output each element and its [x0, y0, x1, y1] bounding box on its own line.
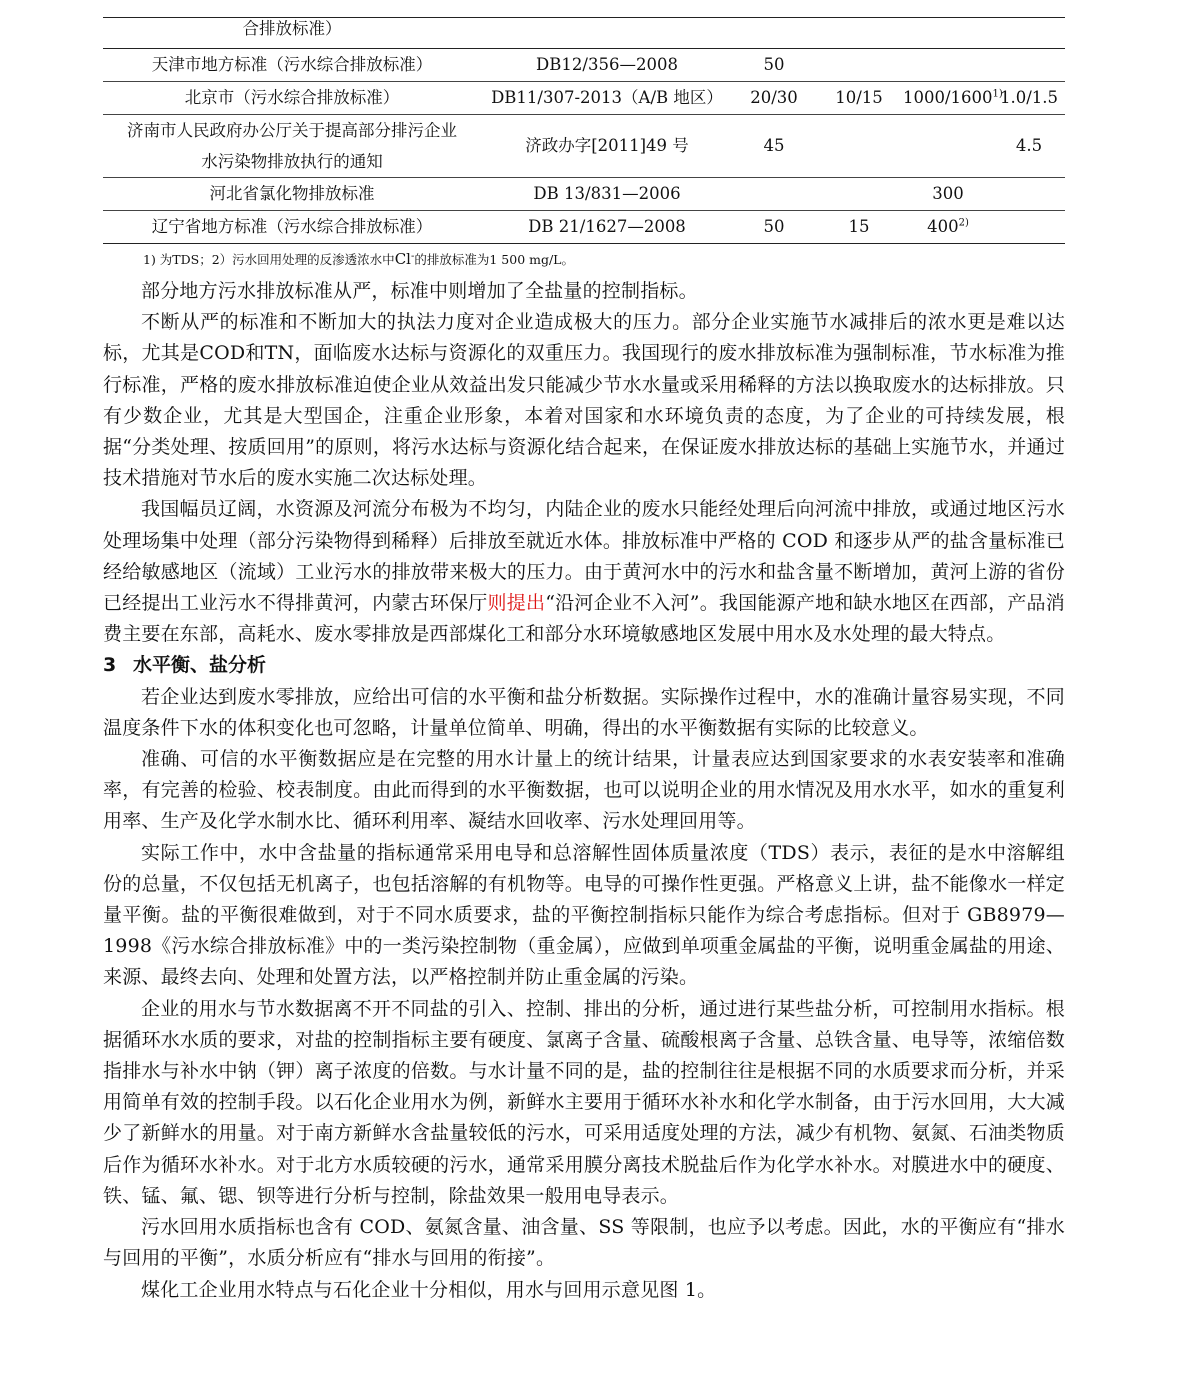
table-cell — [903, 115, 993, 178]
footnote-mark: 2) — [958, 217, 969, 229]
table-cell: 辽宁省地方标准（污水综合排放标准） — [103, 211, 481, 244]
page — [103, 0, 1065, 1306]
paragraph: 部分地方污水排放标准从严，标准中则增加了全盐量的控制指标。 — [141, 280, 698, 302]
table-cell: 合排放标准） — [103, 0, 481, 49]
table-cell — [815, 49, 903, 82]
table-cell — [815, 115, 903, 178]
table-cell: 河北省氯化物排放标准 — [103, 178, 481, 211]
section-heading — [103, 650, 1065, 681]
paragraph: 企业的用水与节水数据离不开不同盐的引入、控制、排出的分析，通过进行某些盐分析，可控制用水指标。根据循环水水质的要求，对盐的控制指标主要有硬度、氯离子含量、硫酸根离子含量、总铁含量、电导等，浓缩倍数指排水与补水中钠（钾）离子浓度的倍数。与水计量不同的是，盐的控制往往是根据不同的水质要求而分析，并采用简单有效的控制手段。以石化企业用水为例，新鲜水主要用于循环水补水和化学水制备，由于污水回用，大大减少了新鲜水的用量。对于南方新鲜水含盐量较低的污水，可采用适度处理的方法，减少有机物、氨氮、石油类物质后作为循环水补水。对于北方水质较硬的污水，通常采用膜分离技术脱盐后作为化学水补水。对膜进水中的硬度、铁、锰、氟、锶、钡等进行分析与控制，除盐效果一般用电导表示。 — [103, 997, 1065, 1207]
table-cell: 北京市（污水综合排放标准） — [103, 82, 481, 115]
table-row — [103, 115, 1065, 178]
table-cell: DB 21/1627—2008 — [481, 211, 733, 244]
table-cell: 20/30 — [733, 82, 815, 115]
table-cell — [815, 178, 903, 211]
table-cell — [993, 0, 1065, 49]
cell-line: 济南市人民政府办公厅关于提高部分排污企业 — [127, 121, 457, 140]
table-cell — [103, 115, 481, 178]
paragraph: 实际工作中，水中含盐量的指标通常采用电导和总溶解性固体质量浓度（TDS）表示，表征的是水中溶解组份的总量，不仅包括无机离子，也包括溶解的有机物等。电导的可操作性更强。严格意义上讲，盐不能像水一样定量平衡。盐的平衡很难做到，对于不同水质要求，盐的平衡控制指标只能作为综合考虑指标。但对于 GB8979—1998《污水综合排放标准》中的一类污染控制物（重金属），应做到单项重金属盐的平衡，说明重金属盐的用途、来源、最终去向、处理和处置方法，以严格控制并防止重金属的污染。 — [103, 841, 1065, 989]
table-cell: 10/15 — [815, 82, 903, 115]
table-cell: 15 — [815, 211, 903, 244]
table-cell: 300 — [903, 178, 993, 211]
table-cell: 45 — [733, 115, 815, 178]
table-cell — [481, 0, 733, 49]
footnote-mark: 1) — [992, 88, 1003, 100]
standards-table — [103, 0, 1065, 244]
note-text: 的排放标准为1 500 mg/L。 — [414, 252, 574, 267]
table-cell: DB 13/831—2006 — [481, 178, 733, 211]
table-cell — [733, 0, 815, 49]
section-title: 水平衡、盐分析 — [133, 654, 267, 677]
table-cell: 50 — [733, 49, 815, 82]
table-cell: 50 — [733, 211, 815, 244]
paragraph: 准确、可信的水平衡数据应是在完整的用水计量上的统计结果，计量表应达到国家要求的水表安装率和准确率，有完善的检验、校表制度。由此而得到的水平衡数据，也可以说明企业的用水情况及用水水平，如水的重复利用率、生产及化学水制水比、循环利用率、凝结水回收率、污水处理回用等。 — [103, 748, 1065, 833]
paragraph — [103, 494, 1065, 650]
table-cell: DB11/307-2013（A/B 地区） — [481, 82, 733, 115]
table-row — [103, 178, 1065, 211]
table-cell — [903, 49, 993, 82]
paragraph: 煤化工企业用水特点与石化企业十分相似，用水与回用示意见图 1。 — [141, 1278, 717, 1301]
paragraph: 污水回用水质指标也含有 COD、氨氮含量、油含量、SS 等限制，也应予以考虑。因此，水的平衡应有“排水与回用的平衡”，水质分析应有“排水与回用的衔接”。 — [103, 1216, 1065, 1270]
table-cell — [903, 0, 993, 49]
table-row — [103, 49, 1065, 82]
table-cell — [815, 0, 903, 49]
paragraph-text: “沿河企业不入河”。我国能源产地和缺水地区在西部，产品消费主要在东部，高耗水、废水零排放是西部煤化工和部分水环境敏感地区发展中用水及水处理的最大特点。 — [103, 592, 1065, 646]
table-row — [103, 0, 1065, 49]
table-cell — [993, 49, 1065, 82]
cell-value: 1000/1600 — [903, 88, 993, 107]
table-cell: 天津市地方标准（污水综合排放标准） — [103, 49, 481, 82]
body-text — [103, 276, 1065, 1306]
table-cell: 1.0/1.5 — [993, 82, 1065, 115]
table-row — [103, 211, 1065, 244]
table-cell — [993, 211, 1065, 244]
highlighted-text: 则提出 — [487, 592, 546, 615]
table-cell — [993, 178, 1065, 211]
note-text: 1) 为TDS；2）污水回用处理的反渗透浓水中 — [143, 252, 395, 267]
cell-line: 水污染物排放执行的通知 — [201, 152, 383, 171]
table-cell: DB12/356—2008 — [481, 49, 733, 82]
cell-value: 400 — [927, 217, 959, 236]
note-sup: - — [410, 250, 415, 262]
table-cell — [733, 178, 815, 211]
table-cell — [903, 211, 993, 244]
table-footnote — [103, 250, 1065, 269]
table-cell: 4.5 — [993, 115, 1065, 178]
table-row — [103, 82, 1065, 115]
table-top-rule — [103, 17, 1065, 18]
paragraph-text: 我国幅员辽阔，水资源及河流分布极为不均匀，内陆企业的废水只能经处理后向河流中排放，或通过地区污水处理场集中处理（部分污染物得到稀释）后排放至就近水体。排放标准中严格的 COD 和逐步从严的盐含量标准已经给敏感地区（流域）工业污水的排放带来极大的压力。由于黄河水中的污水和盐含量不断增加，黄河上游的省份已经提出工业污水不得排黄河，内蒙古环保厅 — [103, 498, 1065, 615]
paragraph: 若企业达到废水零排放，应给出可信的水平衡和盐分析数据。实际操作过程中，水的准确计量容易实现，不同温度条件下水的体积变化也可忽略，计量单位简单、明确，得出的水平衡数据有实际的比较意义。 — [103, 685, 1065, 739]
paragraph: 不断从严的标准和不断加大的执法力度对企业造成极大的压力。部分企业实施节水减排后的浓水更是难以达标，尤其是COD和TN，面临废水达标与资源化的双重压力。我国现行的废水排放标准为强制标准，节水标准为推行标准，严格的废水排放标准迫使企业从效益出发只能减少节水水量或采用稀释的方法以换取废水的达标排放。只有少数企业，尤其是大型国企，注重企业形象，本着对国家和水环境负责的态度，为了企业的可持续发展，根据“分类处理、按质回用”的原则，将污水达标与资源化结合起来，在保证废水排放达标的基础上实施节水，并通过技术措施对节水后的废水实施二次达标处理。 — [103, 311, 1065, 490]
table-cell: 济政办字[2011]49 号 — [481, 115, 733, 178]
section-number: 3 — [103, 654, 117, 677]
note-chem: Cl — [394, 250, 411, 268]
table-cell — [903, 82, 1003, 115]
